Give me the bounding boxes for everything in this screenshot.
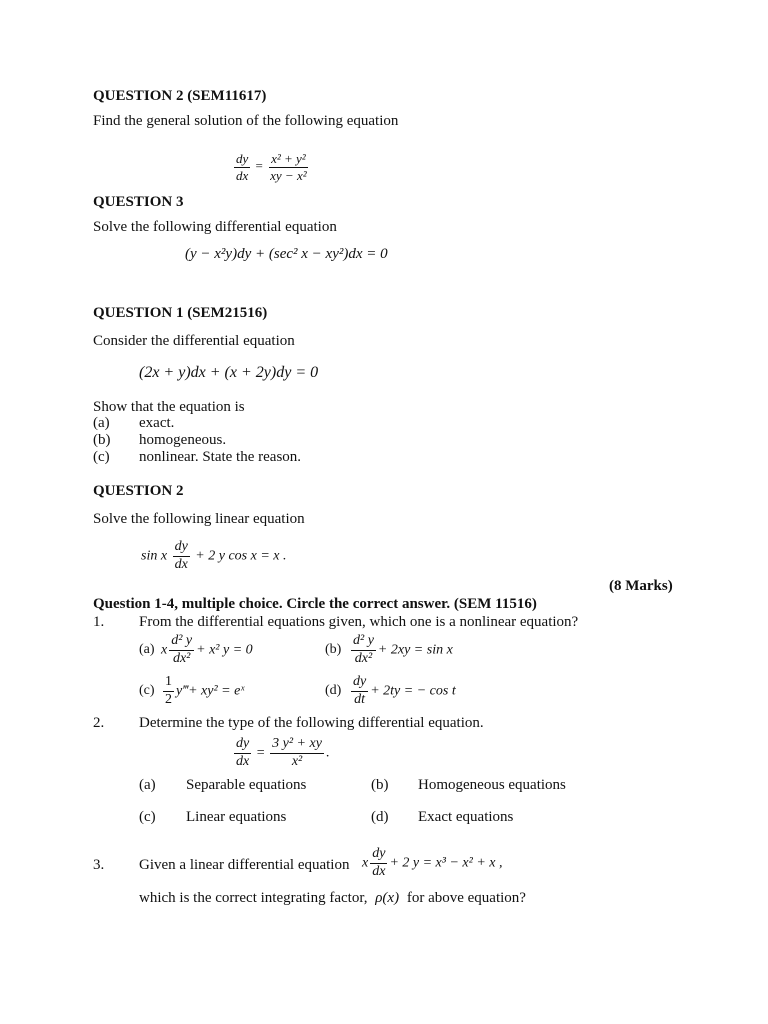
question2-pre: which is the correct integrating factor, xyxy=(139,890,368,906)
part-label: (a) xyxy=(93,415,110,431)
question-instruction: Consider the differential equation xyxy=(93,333,295,349)
item-number: 2. xyxy=(93,715,105,731)
option-1d xyxy=(325,675,456,707)
item-number: 1. xyxy=(93,614,105,630)
part-text: nonlinear. State the reason. xyxy=(139,449,302,465)
option-num: d² y xyxy=(169,634,194,651)
equation-integrating xyxy=(362,847,502,879)
eq-rhs-num: 3 y² + xy xyxy=(270,737,324,754)
eq-pre: sin x xyxy=(141,548,168,564)
eq-post: + 2 y cos x = x . xyxy=(195,548,287,564)
option-post: + x² y = 0 xyxy=(196,642,253,658)
option-den: dx² xyxy=(354,650,373,666)
option-pre: x xyxy=(161,642,168,658)
option-num: 1 xyxy=(163,675,174,692)
question-instruction: Solve the following linear equation xyxy=(93,511,305,527)
question-heading: QUESTION 2 xyxy=(93,483,184,499)
eq-rhs-den: x² xyxy=(291,753,303,769)
eq-lhs-den: dx xyxy=(236,167,249,183)
option-label: (d) xyxy=(371,809,389,825)
question-instruction: Solve the following differential equation xyxy=(93,219,337,235)
eq-num: dy xyxy=(370,847,387,864)
option-num: dy xyxy=(351,675,368,692)
item-question-line2 xyxy=(139,890,526,907)
option-post: + 2xy = sin x xyxy=(377,642,453,658)
equation-q1: (2x + y)dx + (x + 2y)dy = 0 xyxy=(139,364,319,381)
part-text: exact. xyxy=(139,415,175,431)
equation-type xyxy=(232,737,329,769)
option-label: (c) xyxy=(139,809,156,825)
option-1b xyxy=(325,634,453,666)
eq-rhs-num: x² + y² xyxy=(271,151,306,166)
eq-equals: = xyxy=(256,745,265,761)
option-label: (c) xyxy=(139,683,155,699)
option-text: Exact equations xyxy=(418,809,514,825)
eq-lhs-num: dy xyxy=(234,737,251,754)
eq-lhs-num: dy xyxy=(236,151,249,166)
eq-num: dy xyxy=(173,540,190,557)
show-text: Show that the equation is xyxy=(93,399,245,415)
eq-post: + 2 y = x³ − x² + x , xyxy=(389,855,503,871)
eq-den: dx xyxy=(174,556,188,572)
mcq-heading: Question 1-4, multiple choice. Circle the correct answer. (SEM 11516) xyxy=(93,596,537,612)
equation-linear xyxy=(141,540,286,572)
option-den: dt xyxy=(354,691,366,707)
question2-post: for above equation? xyxy=(406,890,526,906)
option-post: + 2ty = − cos t xyxy=(370,683,456,699)
question-instruction: Find the general solution of the following equation xyxy=(93,113,399,129)
option-text: Homogeneous equations xyxy=(418,777,566,793)
question-heading: QUESTION 3 xyxy=(93,194,184,210)
option-den: dx² xyxy=(172,650,191,666)
eq-den: dx xyxy=(372,863,386,879)
eq-tail: . xyxy=(325,745,330,761)
question-heading: QUESTION 2 (SEM11617) xyxy=(93,88,267,104)
option-1c xyxy=(139,675,244,707)
eq-rhs-den: xy − x² xyxy=(270,167,307,183)
option-num: d² y xyxy=(351,634,376,651)
item-question: Determine the type of the following differential equation. xyxy=(139,715,484,731)
equation-homogeneous xyxy=(232,152,311,182)
option-label: (a) xyxy=(139,642,155,658)
eq-pre: x xyxy=(362,855,369,871)
option-post: y‴+ xy² = eˣ xyxy=(176,683,245,699)
option-label: (b) xyxy=(325,642,342,658)
part-label: (b) xyxy=(93,432,111,448)
item-number: 3. xyxy=(93,857,105,873)
option-text: Separable equations xyxy=(186,777,307,793)
option-text: Linear equations xyxy=(186,809,287,825)
marks-label: (8 Marks) xyxy=(609,578,673,594)
part-label: (c) xyxy=(93,449,110,465)
eq-lhs-den: dx xyxy=(236,753,250,769)
question-heading: QUESTION 1 (SEM21516) xyxy=(93,305,268,321)
equation-q3: (y − x²y)dy + (sec² x − xy²)dx = 0 xyxy=(185,246,388,262)
item-question: Given a linear differential equation xyxy=(139,857,350,873)
eq-equals: = xyxy=(255,158,263,174)
option-den: 2 xyxy=(165,691,172,707)
item-question: From the differential equations given, which one is a nonlinear equation? xyxy=(139,614,579,630)
option-1a xyxy=(139,634,253,666)
rho-symbol: ρ(x) xyxy=(375,890,400,906)
option-label: (a) xyxy=(139,777,156,793)
part-text: homogeneous. xyxy=(139,432,227,448)
option-label: (b) xyxy=(371,777,389,793)
option-label: (d) xyxy=(325,683,342,699)
